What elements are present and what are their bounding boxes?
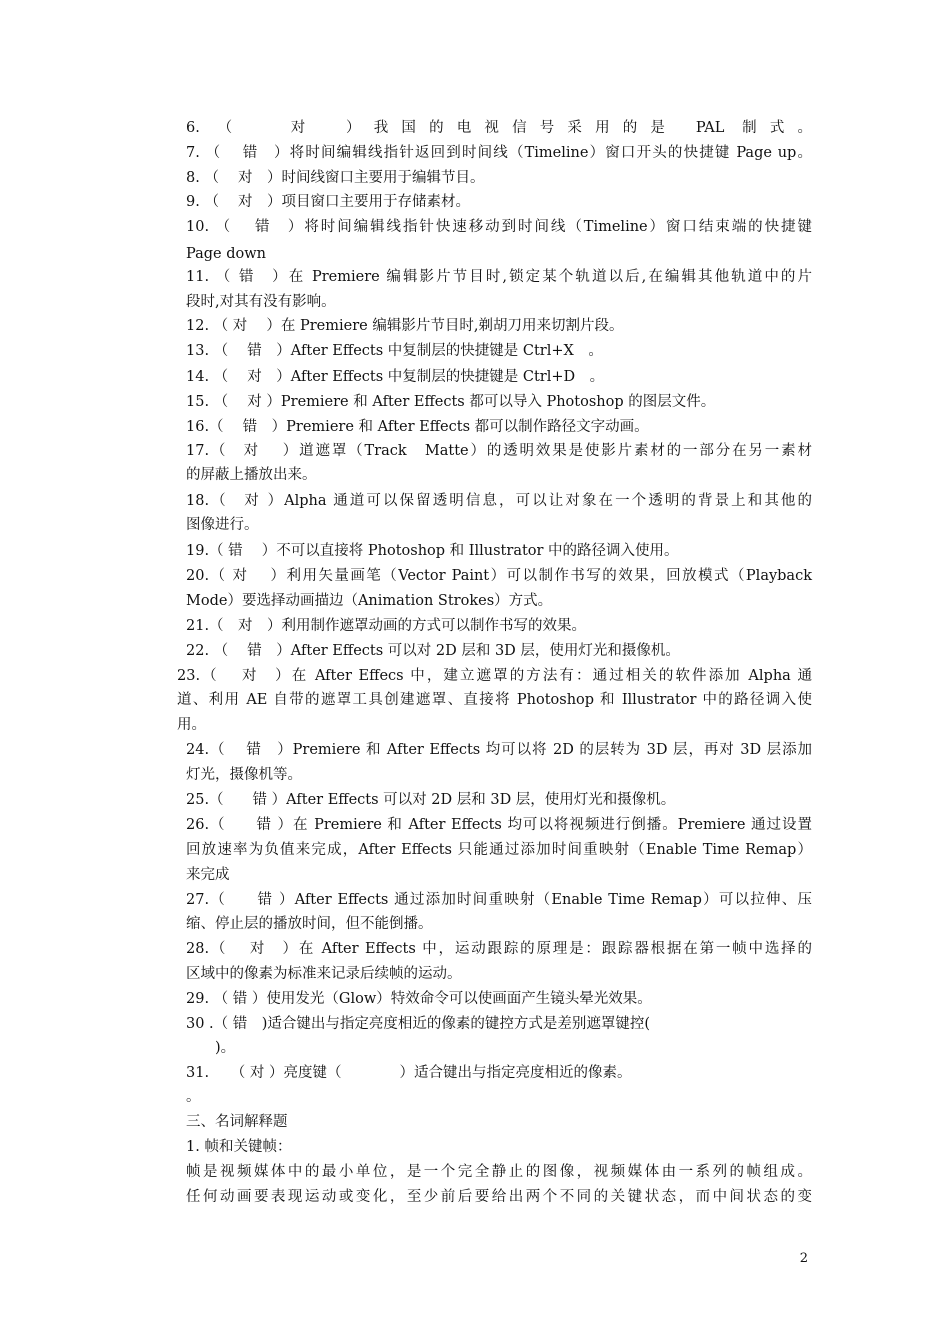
definition-paragraph-line: 帧是视频媒体中的最小单位，是一个完全静止的图像，视频媒体由一系列的帧组成。: [186, 1164, 812, 1180]
question-31: 31. （ 对 ）亮度键（ ）适合键出与指定亮度相近的像素。: [186, 1065, 632, 1081]
question-12: 12. （ 对 ）在 Premiere 编辑影片节目时,剃胡刀用来切割片段。: [186, 318, 624, 334]
question-18-cont: 图像进行。: [186, 517, 259, 533]
question-30: 30 .（ 错 )适合键出与指定亮度相近的像素的键控方式是差别遮罩键控(: [186, 1016, 651, 1032]
question-25: 25.（ 错 ）After Effects 可以对 2D 层和 3D 层，使用灯光和摄像机。: [186, 792, 676, 808]
question-23: 23.（ 对 ）在 After Effecs 中，建立遮罩的方法有：通过相关的软件添加 Alpha 通: [177, 668, 812, 684]
question-27: 27.（ 错 ）After Effects 通过添加时间重映射（Enable Time Remap）可以拉伸、压: [186, 892, 812, 908]
question-19: 19.（ 错 ）不可以直接将 Photoshop 和 Illustrator 中的路径调入使用。: [186, 543, 679, 559]
question-23-cont-2: 用。: [177, 717, 206, 733]
question-21: 21.（ 对 ）利用制作遮罩动画的方式可以制作书写的效果。: [186, 618, 587, 634]
question-11-cont: 段时,对其有没有影响。: [186, 294, 336, 310]
question-17: 17.（ 对 ）道遮罩（Track Matte）的透明效果是使影片素材的一部分在另一素材: [186, 443, 812, 459]
question-15: 15. （ 对 ）Premiere 和 After Effects 都可以导入 Photoshop 的图层文件。: [186, 394, 716, 410]
question-13: 13. （ 错 ）After Effects 中复制层的快捷键是 Ctrl+X 。: [186, 343, 603, 359]
question-30-cont: )。: [186, 1040, 236, 1056]
question-26: 26.（ 错 ）在 Premiere 和 After Effects 均可以将视频进行倒播。Premiere 通过设置: [186, 817, 812, 833]
term-heading: 1. 帧和关键帧：: [186, 1139, 292, 1155]
question-24: 24.（ 错 ）Premiere 和 After Effects 均可以将 2D 的层转为 3D 层，再对 3D 层添加: [186, 742, 812, 758]
question-10-cont: Page down: [186, 246, 266, 262]
question-26-cont-2: 来完成: [186, 867, 230, 883]
question-29: 29. （ 错 ）使用发光（Glow）特效命令可以使画面产生镜头晕光效果。: [186, 991, 652, 1007]
page-number: 2: [799, 1251, 808, 1266]
definition-paragraph-line-2: 任何动画要表现运动或变化，至少前后要给出两个不同的关键状态，而中间状态的变: [186, 1189, 812, 1205]
question-16: 16.（ 错 ）Premiere 和 After Effects 都可以制作路径文字动画。: [186, 419, 649, 435]
question-28-cont: 区域中的像素为标准来记录后续帧的运动。: [186, 966, 462, 982]
question-10: 10. （ 错 ）将时间编辑线指针快速移动到时间线（Timeline）窗口结束端的快捷键: [186, 219, 812, 235]
question-7: 7. （ 错 ）将时间编辑线指针返回到时间线（Timeline）窗口开头的快捷键 Page up。: [186, 145, 812, 161]
question-23-cont: 道、利用 AE 自带的遮罩工具创建遮罩、直接将 Photoshop 和 Illustrator 中的路径调入使: [177, 692, 812, 708]
question-27-cont: 缩、停止层的播放时间，但不能倒播。: [186, 916, 433, 932]
section-heading: 三、名词解释题: [186, 1114, 288, 1130]
question-22: 22. （ 错 ）After Effects 可以对 2D 层和 3D 层，使用灯光和摄像机。: [186, 643, 680, 659]
question-18: 18.（ 对 ）Alpha 通道可以保留透明信息，可以让对象在一个透明的背景上和其他的: [186, 493, 812, 509]
question-31-cont: 。: [186, 1089, 201, 1105]
question-14: 14. （ 对 ）After Effects 中复制层的快捷键是 Ctrl+D 。: [186, 369, 605, 385]
question-11: 11. （ 错 ）在 Premiere 编辑影片节目时,锁定某个轨道以后,在编辑其他轨道中的片: [186, 269, 812, 285]
question-20-cont: Mode）要选择动画描边（Animation Strokes）方式。: [186, 593, 553, 609]
question-9: 9. （ 对 ）项目窗口主要用于存储素材。: [186, 194, 471, 210]
question-28: 28.（ 对 ）在 After Effects 中，运动跟踪的原理是：跟踪器根据在第一帧中选择的: [186, 941, 812, 957]
question-20: 20.（ 对 ）利用矢量画笔（Vector Paint）可以制作书写的效果，回放模式（Playback: [186, 568, 812, 584]
question-6: 6. （ 对 ）我国的电视信号采用的是 PAL 制式。: [186, 120, 812, 136]
question-26-cont: 回放速率为负值来完成，After Effects 只能通过添加时间重映射（Enable Time Remap）: [186, 842, 812, 858]
question-24-cont: 灯光，摄像机等。: [186, 767, 302, 783]
question-8: 8. （ 对 ）时间线窗口主要用于编辑节目。: [186, 170, 485, 186]
question-17-cont: 的屏蔽上播放出来。: [186, 467, 317, 483]
